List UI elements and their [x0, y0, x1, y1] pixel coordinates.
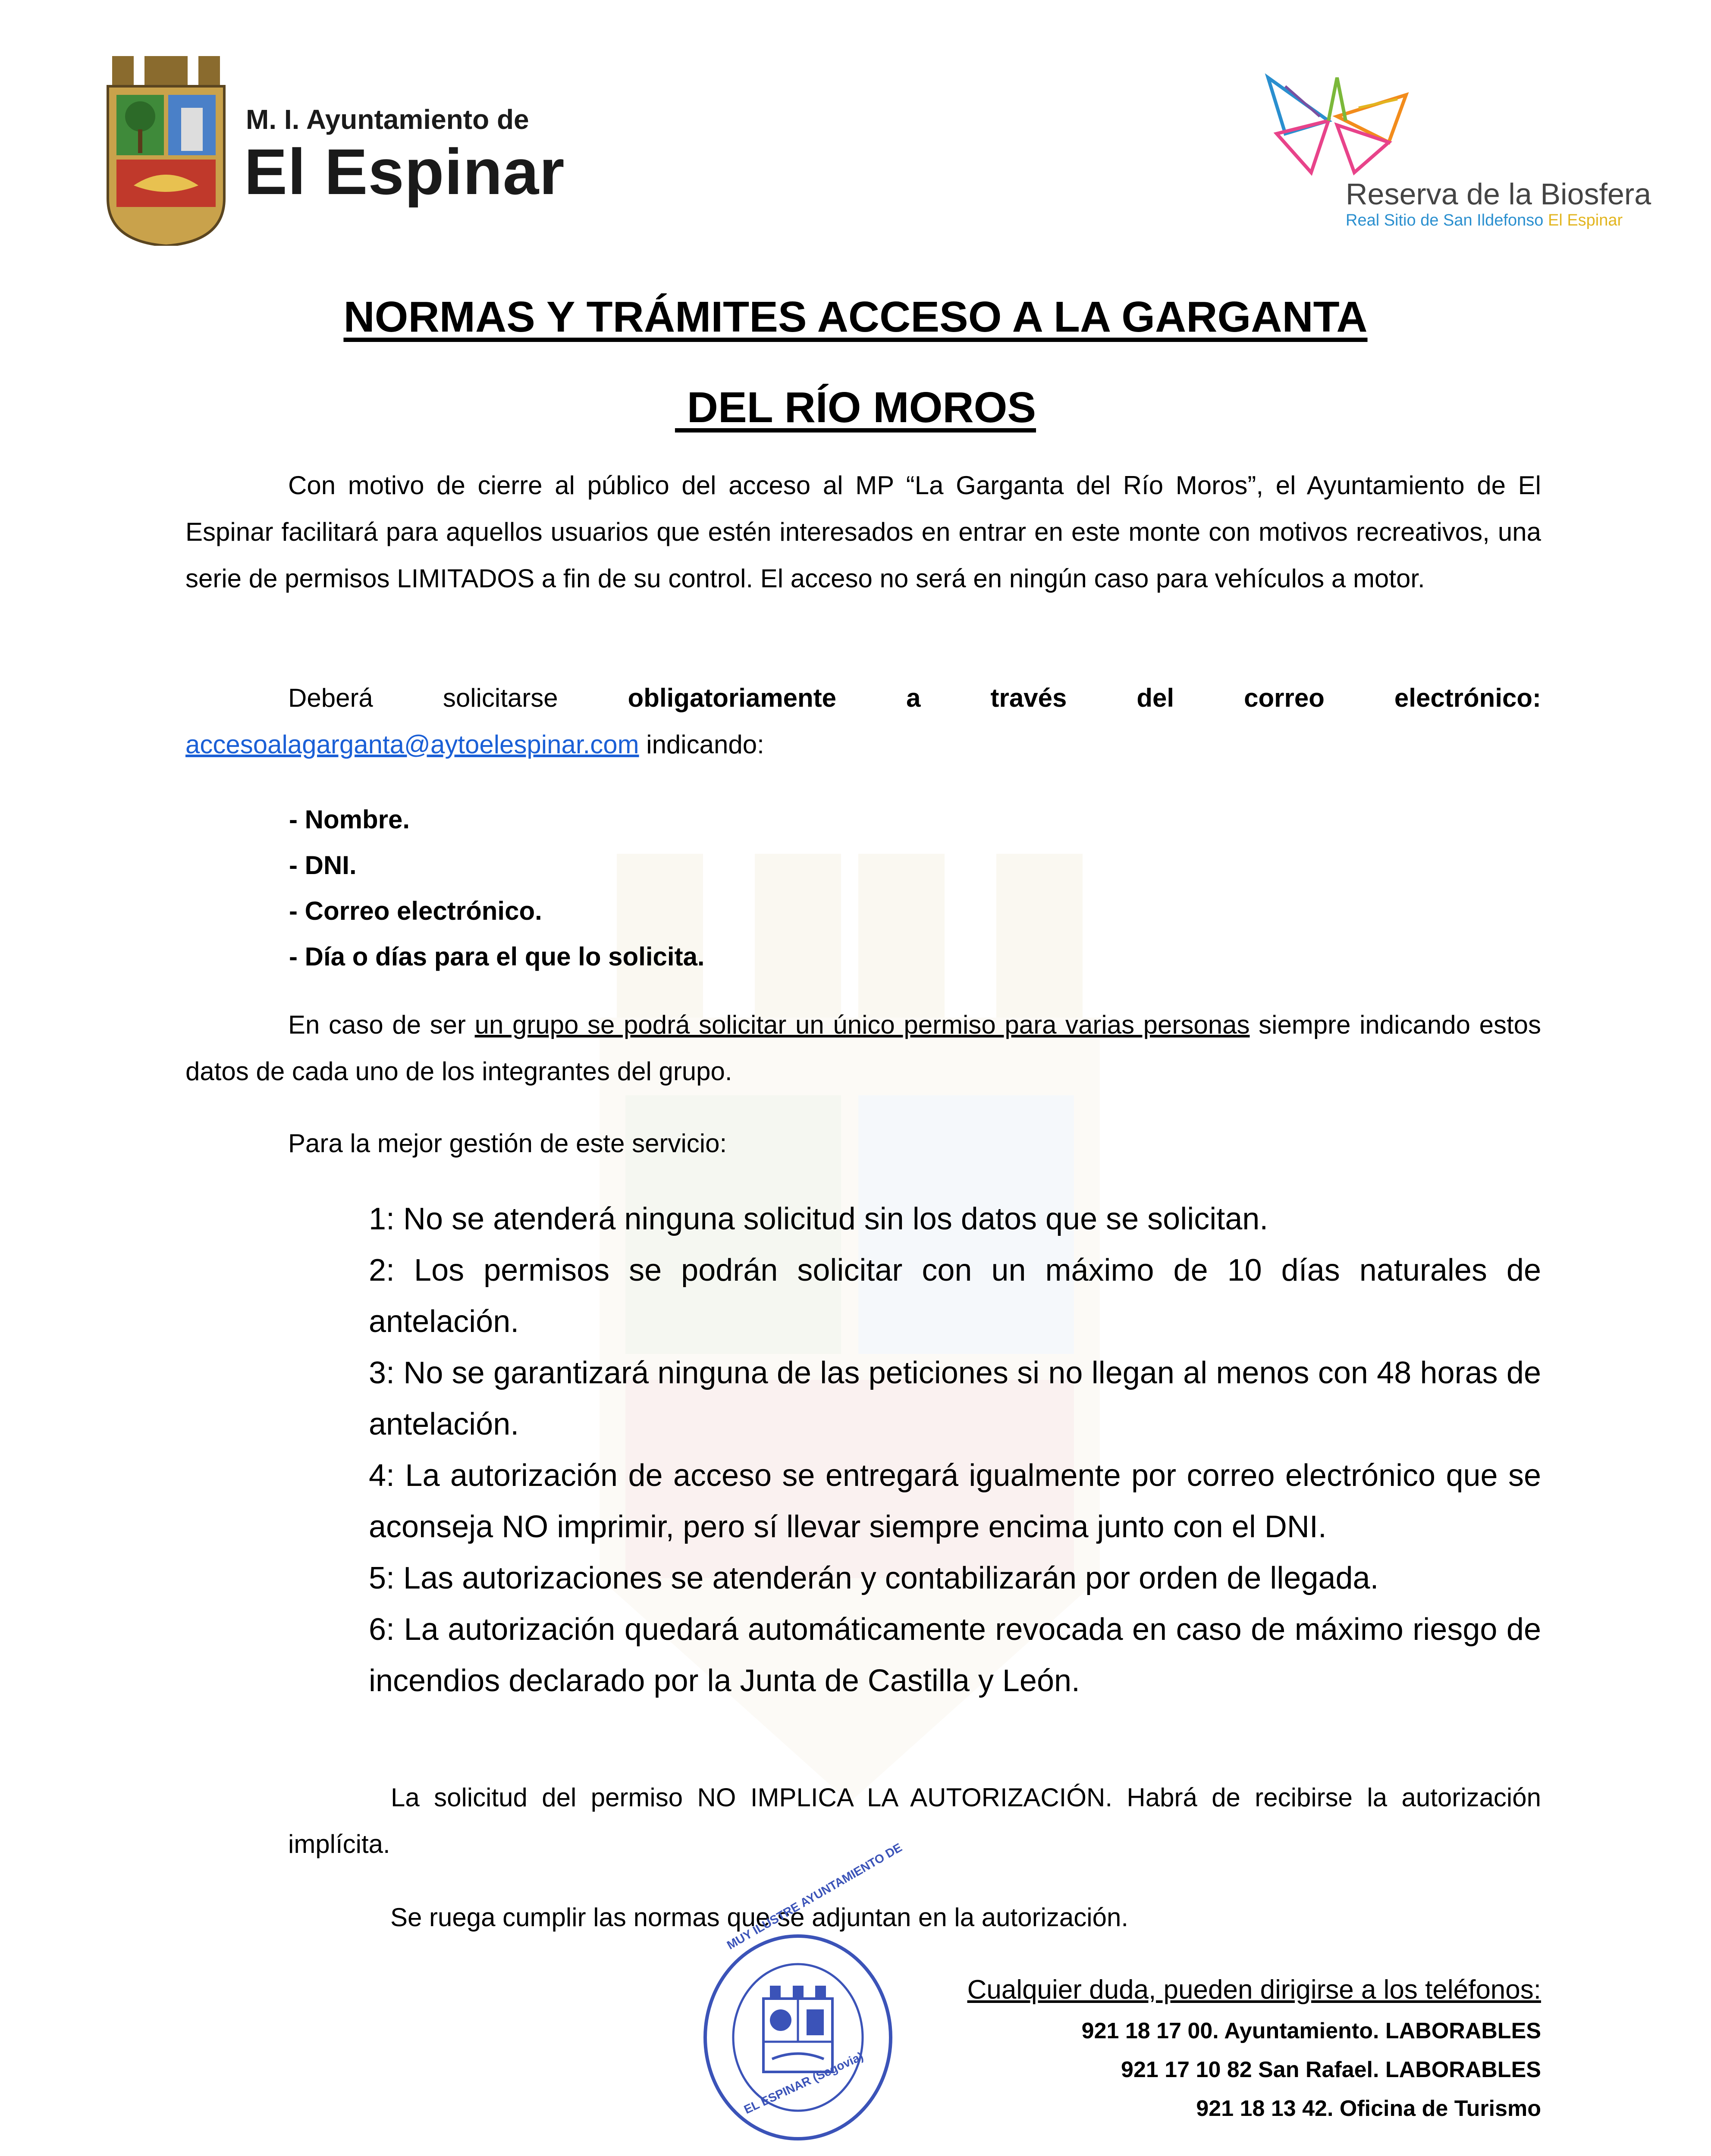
required-field-item: - Correo electrónico. — [289, 896, 542, 925]
rules-list — [369, 1194, 1541, 1707]
management-intro: Para la mejor gestión de este servicio: — [288, 1129, 727, 1158]
rule-item: 1: No se atenderá ninguna solicitud sin los datos que se solicitan. — [369, 1202, 1268, 1236]
biosphere-subtitle: Real Sitio de San Ildefonso El Espinar — [1346, 211, 1623, 229]
org-name-line1: M. I. Ayuntamiento de — [246, 104, 529, 135]
contact-block — [845, 1968, 1541, 2128]
intro-paragraph: Con motivo de cierre al público del acceso al MP “La Garganta del Río Moros”, el Ayuntamiento de El Espinar facilitará para aquellos usuarios que estén interesados en entrar en este monte con motivos recreativos, una serie de permisos LIMITADOS a fin de su control. El acceso no será en ningún caso para vehículos a motor. — [185, 471, 1541, 593]
stamp-top-text: MUY ILUSTRE AYUNTAMIENTO DE — [725, 1840, 904, 1952]
notice-paragraph: La solicitud del permiso NO IMPLICA LA AUTORIZACIÓN. Habrá de recibirse la autorización implícita. — [288, 1783, 1541, 1858]
rule-item: 5: Las autorizaciones se atenderán y contabilizarán por orden de llegada. — [369, 1561, 1379, 1595]
page-title-line1: NORMAS Y TRÁMITES ACCESO A LA GARGANTA — [343, 293, 1368, 341]
el-espinar-coat-of-arms-logo — [104, 56, 229, 246]
rule-item: 4: La autorización de acceso se entregará igualmente por correo electrónico que se aconseja NO imprimir, pero sí llevar siempre encima junto con el DNI. — [369, 1458, 1541, 1544]
rule-item: 6: La autorización quedará automáticamente revocada en caso de máximo riesgo de incendios declarado por la Junta de Castilla y León. — [369, 1612, 1541, 1698]
contact-question: Cualquier duda, pueden dirigirse a los teléfonos: — [967, 1975, 1541, 2005]
stamp-bottom-text: EL ESPINAR (Segovia) — [742, 2049, 866, 2117]
please-comply-text: Se ruega cumplir las normas que se adjuntan en la autorización. — [390, 1903, 1128, 1932]
phone-line: 921 18 13 42. Oficina de Turismo — [1196, 2096, 1541, 2121]
required-field-item: - Nombre. — [289, 805, 410, 834]
phone-line: 921 18 17 00. Ayuntamiento. LABORABLES — [1081, 2018, 1541, 2043]
required-field-item: - DNI. — [289, 851, 357, 880]
required-fields-list — [289, 797, 705, 980]
phone-line: 921 17 10 82 San Rafael. LABORABLES — [1121, 2057, 1541, 2082]
email-link[interactable]: accesoalagarganta@aytoelespinar.com — [185, 730, 639, 759]
required-field-item: - Día o días para el que lo solicita. — [289, 942, 705, 971]
org-name-line2: El Espinar — [244, 135, 565, 208]
biosphere-title: Reserva de la Biosfera — [1346, 177, 1651, 211]
privacy-notice — [104, 2154, 1620, 2156]
request-paragraph: Deberá solicitarse obligatoriamente a través del correo electrónico: accesoalagarganta@aytoelespinar.com indicando: — [185, 683, 1541, 759]
rule-item: 3: No se garantizará ninguna de las peticiones si no llegan al menos con 48 horas de antelación. — [369, 1356, 1541, 1442]
biosphere-butterfly-logo — [1259, 69, 1423, 177]
page-title-line2: DEL RÍO MOROS — [675, 383, 1036, 432]
rule-item: 2: Los permisos se podrán solicitar con un máximo de 10 días naturales de antelación. — [369, 1253, 1541, 1339]
group-paragraph: En caso de ser un grupo se podrá solicitar un único permiso para varias personas siempre indicando estos datos de cada uno de los integrantes del grupo. — [185, 1010, 1541, 1086]
